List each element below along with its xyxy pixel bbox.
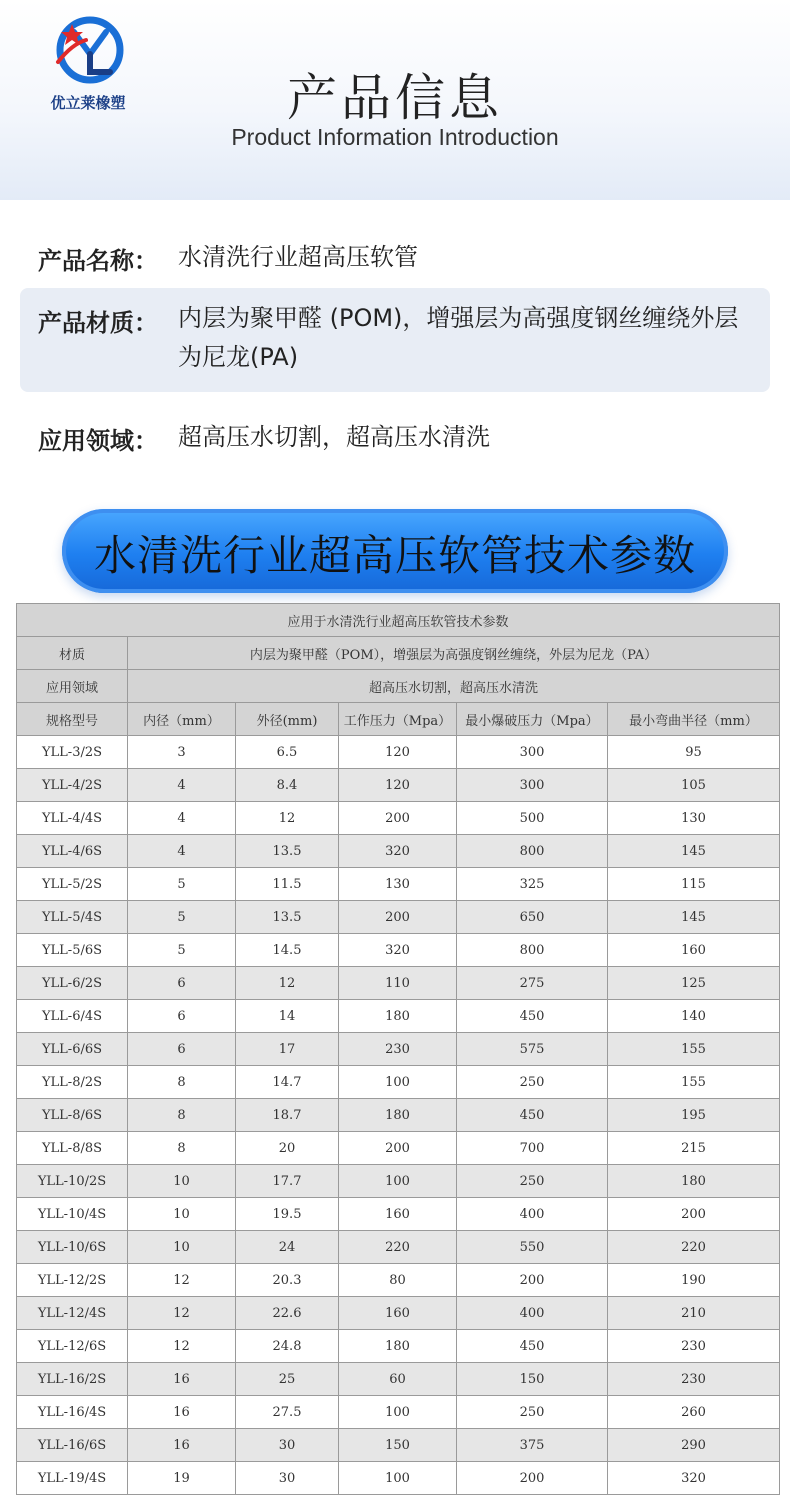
table-cell: 12 bbox=[128, 1297, 236, 1330]
product-info bbox=[0, 200, 790, 510]
table-application-row bbox=[17, 670, 780, 703]
table-cell: 24 bbox=[236, 1231, 339, 1264]
spec-table-wrapper bbox=[16, 603, 779, 1495]
table-cell: 180 bbox=[339, 1330, 457, 1363]
column-header: 工作压力（Mpa） bbox=[339, 703, 457, 736]
table-cell: 160 bbox=[339, 1297, 457, 1330]
table-cell: 130 bbox=[608, 802, 780, 835]
table-cell: 215 bbox=[608, 1132, 780, 1165]
page-subtitle: Product Information Introduction bbox=[231, 124, 559, 150]
table-cell: 16 bbox=[128, 1363, 236, 1396]
table-cell: 550 bbox=[457, 1231, 608, 1264]
table-cell: 8 bbox=[128, 1099, 236, 1132]
table-row bbox=[17, 901, 780, 934]
table-cell: 105 bbox=[608, 769, 780, 802]
table-cell: 5 bbox=[128, 901, 236, 934]
table-cell: 195 bbox=[608, 1099, 780, 1132]
column-header: 外径(mm) bbox=[236, 703, 339, 736]
table-cell: 300 bbox=[457, 769, 608, 802]
table-cell: 10 bbox=[128, 1165, 236, 1198]
table-cell: 200 bbox=[457, 1264, 608, 1297]
info-row-material bbox=[20, 288, 770, 392]
table-cell: YLL-8/2S bbox=[17, 1066, 128, 1099]
table-cell: 260 bbox=[608, 1396, 780, 1429]
header bbox=[0, 0, 790, 200]
table-cell: 200 bbox=[457, 1462, 608, 1495]
table-cell: 6 bbox=[128, 1000, 236, 1033]
table-cell: 60 bbox=[339, 1363, 457, 1396]
table-cell: 400 bbox=[457, 1198, 608, 1231]
table-cell: YLL-5/2S bbox=[17, 868, 128, 901]
table-cell: 12 bbox=[128, 1264, 236, 1297]
table-cell: 95 bbox=[608, 736, 780, 769]
spec-table bbox=[16, 603, 780, 1495]
table-cell: 120 bbox=[339, 736, 457, 769]
table-cell: 160 bbox=[608, 934, 780, 967]
info-label-material: 产品材质： bbox=[38, 309, 158, 337]
table-cell: 200 bbox=[339, 1132, 457, 1165]
table-cell: YLL-6/2S bbox=[17, 967, 128, 1000]
table-cell: 17.7 bbox=[236, 1165, 339, 1198]
table-cell: 10 bbox=[128, 1231, 236, 1264]
table-row bbox=[17, 868, 780, 901]
table-cell: 14 bbox=[236, 1000, 339, 1033]
table-cell: 100 bbox=[339, 1462, 457, 1495]
table-cell: 125 bbox=[608, 967, 780, 1000]
table-cell: YLL-16/4S bbox=[17, 1396, 128, 1429]
table-cell: 24.8 bbox=[236, 1330, 339, 1363]
table-cell: YLL-8/8S bbox=[17, 1132, 128, 1165]
table-cell: 230 bbox=[608, 1330, 780, 1363]
table-cell: 145 bbox=[608, 835, 780, 868]
table-cell: 13.5 bbox=[236, 835, 339, 868]
table-cell: 320 bbox=[339, 835, 457, 868]
table-cell: 450 bbox=[457, 1000, 608, 1033]
table-cell: 190 bbox=[608, 1264, 780, 1297]
table-cell: YLL-12/2S bbox=[17, 1264, 128, 1297]
table-cell: YLL-6/6S bbox=[17, 1033, 128, 1066]
table-application-label: 应用领域 bbox=[17, 670, 128, 703]
info-label-application: 应用领域： bbox=[38, 427, 158, 455]
table-caption: 应用于水清洗行业超高压软管技术参数 bbox=[17, 604, 780, 637]
table-row bbox=[17, 1033, 780, 1066]
table-cell: YLL-5/6S bbox=[17, 934, 128, 967]
info-value-material: 内层为聚甲醛 (POM)，增强层为高强度钢丝缠绕外层为尼龙(PA) bbox=[178, 304, 739, 371]
table-cell: 150 bbox=[457, 1363, 608, 1396]
page-title: 产品信息 bbox=[287, 69, 503, 127]
table-row bbox=[17, 1231, 780, 1264]
table-row bbox=[17, 802, 780, 835]
table-cell: 18.7 bbox=[236, 1099, 339, 1132]
table-cell: 275 bbox=[457, 967, 608, 1000]
table-cell: 30 bbox=[236, 1462, 339, 1495]
table-cell: 160 bbox=[339, 1198, 457, 1231]
info-row-name bbox=[20, 238, 770, 282]
table-cell: 120 bbox=[339, 769, 457, 802]
table-cell: 800 bbox=[457, 835, 608, 868]
table-cell: 115 bbox=[608, 868, 780, 901]
table-cell: 325 bbox=[457, 868, 608, 901]
table-row bbox=[17, 1429, 780, 1462]
table-cell: 100 bbox=[339, 1066, 457, 1099]
table-cell: YLL-10/6S bbox=[17, 1231, 128, 1264]
table-row bbox=[17, 1297, 780, 1330]
table-cell: 800 bbox=[457, 934, 608, 967]
table-cell: 140 bbox=[608, 1000, 780, 1033]
table-cell: 130 bbox=[339, 868, 457, 901]
table-row bbox=[17, 1165, 780, 1198]
table-cell: YLL-6/4S bbox=[17, 1000, 128, 1033]
table-row bbox=[17, 1264, 780, 1297]
table-cell: 230 bbox=[339, 1033, 457, 1066]
table-cell: 16 bbox=[128, 1429, 236, 1462]
table-material-value: 内层为聚甲醛（POM），增强层为高强度钢丝缠绕，外层为尼龙（PA） bbox=[128, 637, 780, 670]
column-header: 最小弯曲半径（mm） bbox=[608, 703, 780, 736]
table-cell: 3 bbox=[128, 736, 236, 769]
table-cell: 375 bbox=[457, 1429, 608, 1462]
table-cell: 6.5 bbox=[236, 736, 339, 769]
logo-text: 优立莱橡塑 bbox=[50, 94, 126, 112]
table-cell: 16 bbox=[128, 1396, 236, 1429]
table-cell: 8.4 bbox=[236, 769, 339, 802]
table-cell: 220 bbox=[339, 1231, 457, 1264]
table-cell: 12 bbox=[128, 1330, 236, 1363]
info-row-application bbox=[20, 418, 770, 462]
table-cell: 650 bbox=[457, 901, 608, 934]
table-cell: 450 bbox=[457, 1099, 608, 1132]
column-header: 规格型号 bbox=[17, 703, 128, 736]
table-cell: 80 bbox=[339, 1264, 457, 1297]
section-banner bbox=[62, 509, 728, 593]
table-cell: 180 bbox=[339, 1099, 457, 1132]
table-cell: 17 bbox=[236, 1033, 339, 1066]
table-cell: 6 bbox=[128, 1033, 236, 1066]
table-row bbox=[17, 1396, 780, 1429]
table-cell: 250 bbox=[457, 1396, 608, 1429]
table-row bbox=[17, 934, 780, 967]
table-cell: 220 bbox=[608, 1231, 780, 1264]
table-cell: 200 bbox=[339, 802, 457, 835]
table-cell: 300 bbox=[457, 736, 608, 769]
table-cell: 210 bbox=[608, 1297, 780, 1330]
table-cell: YLL-10/2S bbox=[17, 1165, 128, 1198]
table-cell: 12 bbox=[236, 967, 339, 1000]
table-row bbox=[17, 1462, 780, 1495]
table-cell: 4 bbox=[128, 769, 236, 802]
table-cell: YLL-4/4S bbox=[17, 802, 128, 835]
table-cell: YLL-4/6S bbox=[17, 835, 128, 868]
table-cell: 575 bbox=[457, 1033, 608, 1066]
table-cell: 19 bbox=[128, 1462, 236, 1495]
table-cell: YLL-19/4S bbox=[17, 1462, 128, 1495]
table-cell: 100 bbox=[339, 1396, 457, 1429]
table-cell: 30 bbox=[236, 1429, 339, 1462]
table-cell: 5 bbox=[128, 934, 236, 967]
table-cell: 8 bbox=[128, 1066, 236, 1099]
table-cell: YLL-3/2S bbox=[17, 736, 128, 769]
table-cell: 180 bbox=[339, 1000, 457, 1033]
table-cell: 200 bbox=[339, 901, 457, 934]
table-cell: 110 bbox=[339, 967, 457, 1000]
table-cell: YLL-16/6S bbox=[17, 1429, 128, 1462]
table-row bbox=[17, 1099, 780, 1132]
table-cell: YLL-12/4S bbox=[17, 1297, 128, 1330]
table-cell: YLL-4/2S bbox=[17, 769, 128, 802]
table-cell: YLL-8/6S bbox=[17, 1099, 128, 1132]
table-cell: 4 bbox=[128, 835, 236, 868]
table-cell: 22.6 bbox=[236, 1297, 339, 1330]
table-cell: 11.5 bbox=[236, 868, 339, 901]
table-cell: YLL-12/6S bbox=[17, 1330, 128, 1363]
table-cell: 27.5 bbox=[236, 1396, 339, 1429]
table-row bbox=[17, 835, 780, 868]
table-row bbox=[17, 1132, 780, 1165]
table-row bbox=[17, 1066, 780, 1099]
table-cell: 150 bbox=[339, 1429, 457, 1462]
table-cell: 250 bbox=[457, 1066, 608, 1099]
table-cell: 10 bbox=[128, 1198, 236, 1231]
table-cell: 25 bbox=[236, 1363, 339, 1396]
table-cell: 155 bbox=[608, 1033, 780, 1066]
table-cell: 155 bbox=[608, 1066, 780, 1099]
table-cell: 4 bbox=[128, 802, 236, 835]
table-cell: YLL-10/4S bbox=[17, 1198, 128, 1231]
table-cell: 12 bbox=[236, 802, 339, 835]
table-row bbox=[17, 769, 780, 802]
table-caption-row bbox=[17, 604, 780, 637]
table-cell: 13.5 bbox=[236, 901, 339, 934]
table-cell: 400 bbox=[457, 1297, 608, 1330]
table-cell: 200 bbox=[608, 1198, 780, 1231]
table-row bbox=[17, 1330, 780, 1363]
table-material-label: 材质 bbox=[17, 637, 128, 670]
table-row bbox=[17, 1198, 780, 1231]
table-cell: YLL-5/4S bbox=[17, 901, 128, 934]
table-cell: 700 bbox=[457, 1132, 608, 1165]
table-cell: 6 bbox=[128, 967, 236, 1000]
table-row bbox=[17, 1363, 780, 1396]
table-cell: 14.7 bbox=[236, 1066, 339, 1099]
table-cell: 20.3 bbox=[236, 1264, 339, 1297]
table-cell: 20 bbox=[236, 1132, 339, 1165]
table-cell: 8 bbox=[128, 1132, 236, 1165]
table-cell: 5 bbox=[128, 868, 236, 901]
table-cell: 290 bbox=[608, 1429, 780, 1462]
table-cell: 250 bbox=[457, 1165, 608, 1198]
table-material-row bbox=[17, 637, 780, 670]
column-header: 内径（mm） bbox=[128, 703, 236, 736]
table-row bbox=[17, 736, 780, 769]
banner-title: 水清洗行业超高压软管技术参数 bbox=[93, 531, 696, 580]
table-cell: 145 bbox=[608, 901, 780, 934]
table-cell: 500 bbox=[457, 802, 608, 835]
table-cell: 450 bbox=[457, 1330, 608, 1363]
table-cell: 230 bbox=[608, 1363, 780, 1396]
table-cell: YLL-16/2S bbox=[17, 1363, 128, 1396]
info-label-name: 产品名称： bbox=[38, 247, 158, 275]
info-value-name: 水清洗行业超高压软管 bbox=[178, 243, 418, 271]
table-cell: 320 bbox=[339, 934, 457, 967]
table-row bbox=[17, 967, 780, 1000]
table-cell: 19.5 bbox=[236, 1198, 339, 1231]
table-cell: 180 bbox=[608, 1165, 780, 1198]
table-cell: 320 bbox=[608, 1462, 780, 1495]
table-cell: 100 bbox=[339, 1165, 457, 1198]
table-row bbox=[17, 1000, 780, 1033]
table-cell: 14.5 bbox=[236, 934, 339, 967]
table-application-value: 超高压水切割，超高压水清洗 bbox=[128, 670, 780, 703]
column-header: 最小爆破压力（Mpa） bbox=[457, 703, 608, 736]
info-value-application: 超高压水切割，超高压水清洗 bbox=[178, 423, 490, 451]
table-header-row bbox=[17, 703, 780, 736]
